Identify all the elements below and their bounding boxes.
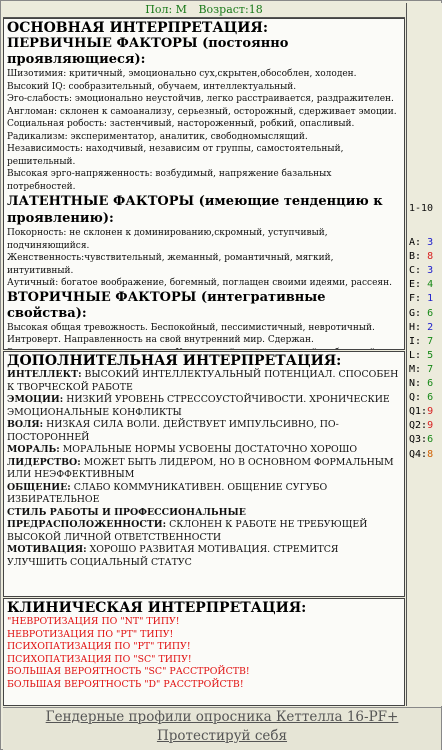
factor-score-row <box>409 236 433 249</box>
factor-name: L: <box>409 349 422 361</box>
factor-value: 9 <box>427 406 434 418</box>
factor-score-row <box>409 250 433 263</box>
additional-interpretation-list <box>7 369 401 569</box>
factor-value: 6 <box>427 434 434 446</box>
factor-name: Q3: <box>409 434 428 446</box>
factor-name: Q2: <box>409 420 428 432</box>
clinical-interpretation-title: КЛИНИЧЕСКАЯ ИНТЕРПРЕТАЦИЯ: <box>7 600 307 616</box>
additional-item-label: ОБЩЕНИЕ: <box>7 481 71 493</box>
secondary-factor-line: Интроверт. Направленность на свой внутренний мир. Сдержан. <box>7 335 314 345</box>
latent-factor-line: Покорность: не склонен к доминированию,скромный, уступчивый, подчиняющийся. <box>7 228 328 251</box>
factor-name: B: <box>409 251 422 263</box>
scale-range-label: 1-10 <box>409 203 434 214</box>
factor-name: Q1: <box>409 406 428 418</box>
factor-name: Q4: <box>409 448 428 460</box>
additional-item-label: ИНТЕЛЛЕКТ: <box>7 369 82 380</box>
gender-label: Пол: М <box>145 3 187 16</box>
main-interpretation-title: ОСНОВНАЯ ИНТЕРПРЕТАЦИЯ: <box>7 20 269 36</box>
clinical-warning-line: "НЕВРОТИЗАЦИЯ ПО "NT" ТИПУ! <box>7 616 180 627</box>
additional-item <box>7 419 401 444</box>
primary-factor-line: Эго-слабость: эмоционально неустойчив, легко расстраивается, раздражителен. <box>7 94 394 104</box>
factor-value: 4 <box>427 279 434 291</box>
primary-factor-line: Высокий IQ: сообразительный, обучаем, интеллектуальный. <box>7 81 297 92</box>
factor-name: A: <box>409 237 422 248</box>
additional-item-text: МОРАЛЬНЫЕ НОРМЫ УСВОЕНЫ ДОСТАТОЧНО ХОРОШО <box>59 444 358 455</box>
factor-score-row <box>409 349 433 362</box>
factor-value: 8 <box>427 448 434 460</box>
primary-factors-title: ПЕРВИЧНЫЕ ФАКТОРЫ (постоянно проявляющиеся): <box>7 36 289 67</box>
clinical-interpretation-panel <box>3 598 405 706</box>
additional-item <box>7 544 401 569</box>
factor-value: 3 <box>427 265 434 277</box>
additional-item <box>7 507 401 545</box>
additional-item <box>7 482 401 507</box>
primary-factor-line: Шизотимия: критичный, эмоционально сух,скрытен,обособлен, холоден. <box>7 69 357 79</box>
factor-score-row <box>409 278 433 291</box>
main-interpretation-panel <box>3 18 405 350</box>
latent-factors-list <box>7 227 401 290</box>
factor-name: C: <box>409 265 422 277</box>
additional-item-label: ВОЛЯ: <box>7 419 44 430</box>
additional-item-text: СКЛОНЕН К РАБОТЕ НЕ ТРЕБУЮЩЕЙ ВЫСОКОЙ ЛИЧНОЙ ОТВЕТСТВЕННОСТИ <box>7 519 368 543</box>
latent-factor-line: Женственность:чувствительный, жеманный, романтичный, мягкий, интуитивный. <box>7 253 334 276</box>
factor-value: 3 <box>427 237 434 248</box>
primary-factor-line: Высокая эрго-напряженность: возбудимый, напряжение базальных потребностей. <box>7 169 332 192</box>
additional-item-label: СТИЛЬ РАБОТЫ И ПРОФЕССИОНАЛЬНЫЕ ПРЕДРАСПОЛОЖЕННОСТИ: <box>7 506 246 530</box>
secondary-factors-title: ВТОРИЧНЫЕ ФАКТОРЫ (интегративные свойства): <box>7 289 326 321</box>
factor-value: 2 <box>427 321 434 333</box>
additional-item-text: НИЗКИЙ УРОВЕНЬ СТРЕССОУСТОЙЧИВОСТИ. ХРОНИЧЕСКИЕ ЭМОЦИОНАЛЬНЫЕ КОНФЛИКТЫ <box>7 394 390 418</box>
additional-item-text: НИЗКАЯ СИЛА ВОЛИ. ДЕЙСТВУЕТ ИМПУЛЬСИВНО, ПО-ПОСТОРОННЕЙ <box>7 419 339 443</box>
primary-factors-list <box>7 68 401 193</box>
primary-factor-line: Независимость: находчивый, независим от группы, самостоятельный, решительный. <box>7 144 344 167</box>
additional-item-label: МОТИВАЦИЯ: <box>7 544 87 555</box>
additional-item-label: ЭМОЦИИ: <box>7 394 64 405</box>
secondary-factor-line: Высокая общая тревожность. Беспокойный, пессимистичный, невротичный. <box>7 322 375 333</box>
factor-name: M: <box>409 363 422 375</box>
factor-name: G: <box>409 307 422 319</box>
secondary-factor-line <box>7 347 401 351</box>
clinical-warning-line: БОЛЬШАЯ ВЕРОЯТНОСТЬ "SC" РАССТРОЙСТВ! <box>7 666 250 678</box>
factor-name: H: <box>409 321 422 333</box>
additional-item <box>7 369 401 394</box>
additional-item <box>7 444 401 457</box>
additional-item-text: СЛАБО КОММУНИКАТИВЕН. ОБЩЕНИЕ СУГУБО ИЗБИРАТЕЛЬНОЕ <box>7 481 328 505</box>
factor-score-row <box>409 448 433 461</box>
additional-item-text: ХОРОШО РАЗВИТАЯ МОТИВАЦИЯ. СТРЕМИТСЯ УЛУЧШИТЬ СОЦИАЛЬНЫЙ СТАТУС <box>7 544 339 568</box>
additional-interpretation-panel <box>3 351 405 597</box>
factor-value: 8 <box>427 251 434 263</box>
age-label: Возраст:18 <box>198 3 263 16</box>
primary-factor-line: Социальная робость: застенчивый, настороженный, робкий, опасливый. <box>7 119 355 129</box>
factor-score-row <box>409 419 433 432</box>
factor-score-row <box>409 321 433 334</box>
additional-item-text: МОЖЕТ БЫТЬ ЛИДЕРОМ, НО В ОСНОВНОМ ФОРМАЛЬНЫМ ИЛИ НЕЭФФЕКТИВНЫМ <box>7 456 394 480</box>
factor-value: 1 <box>427 293 434 305</box>
clinical-warning-line: БОЛЬШАЯ ВЕРОЯТНОСТЬ "D" РАССТРОЙСТВ! <box>7 678 244 690</box>
primary-factor-line: Радикализм: экспериментатор, аналитик, свободномыслящий. <box>7 131 308 142</box>
additional-item-label: ЛИДЕРСТВО: <box>7 456 81 468</box>
footer <box>3 707 441 750</box>
factor-name: Q: <box>409 392 422 404</box>
factor-name: N: <box>409 378 422 389</box>
clinical-warning-line: ПСИХОПАТИЗАЦИЯ ПО "SC" ТИПУ! <box>7 653 192 665</box>
clinical-warning-line: НЕВРОТИЗАЦИЯ ПО "PT" ТИПУ! <box>7 628 174 640</box>
factor-scale-column <box>406 3 442 706</box>
test-yourself-link[interactable]: Протестируй себя <box>156 728 288 744</box>
gender-profiles-link[interactable]: Гендерные профили опросника Кеттелла 16-PF+ <box>45 709 399 725</box>
factor-value: 7 <box>427 335 434 347</box>
primary-factor-line: Англоман: склонен к самоанализу, серьезный, осторожный, сдерживает эмоции. <box>7 106 397 117</box>
factor-score-row <box>409 391 433 404</box>
additional-item-label: МОРАЛЬ: <box>7 444 60 455</box>
additional-interpretation-title: ДОПОЛНИТЕЛЬНАЯ ИНТЕРПРЕТАЦИЯ: <box>7 353 342 369</box>
clinical-warning-line: ПСИХОПАТИЗАЦИЯ ПО "PT" ТИПУ! <box>7 641 191 653</box>
factor-name: I: <box>409 335 422 347</box>
factor-score-row <box>409 405 433 418</box>
factor-score-row <box>409 433 433 446</box>
latent-factors-title: ЛАТЕНТНЫЕ ФАКТОРЫ (имеющие тенденцию к проявлению): <box>7 194 383 226</box>
secondary-factors-list <box>7 322 401 351</box>
factor-score-row <box>409 292 433 305</box>
factor-score-row <box>409 307 433 320</box>
factor-score-row <box>409 264 433 277</box>
factor-value: 5 <box>427 349 434 361</box>
clinical-interpretation-list <box>7 616 401 692</box>
gender-age-bar <box>3 3 405 18</box>
factor-value: 7 <box>427 363 434 375</box>
factor-name: F: <box>409 293 422 305</box>
factor-value: 6 <box>427 307 434 319</box>
factor-score-row <box>409 377 433 390</box>
latent-factor-line: Аутичный: богатое воображение, богемный, поглащен своими идеями, рассеян. <box>7 278 392 288</box>
factor-value: 9 <box>427 420 434 432</box>
factor-score-row <box>409 363 433 376</box>
additional-item <box>7 394 401 419</box>
additional-item-text: ВЫСОКИЙ ИНТЕЛЛЕКТУАЛЬНЫЙ ПОТЕНЦИАЛ. СПОСОБЕН К ТВОРЧЕСКОЙ РАБОТЕ <box>7 369 399 393</box>
factor-value: 6 <box>427 392 434 404</box>
factor-name: E: <box>409 279 422 291</box>
factor-score-row <box>409 335 433 348</box>
additional-item <box>7 457 401 482</box>
factor-value: 6 <box>427 378 434 389</box>
